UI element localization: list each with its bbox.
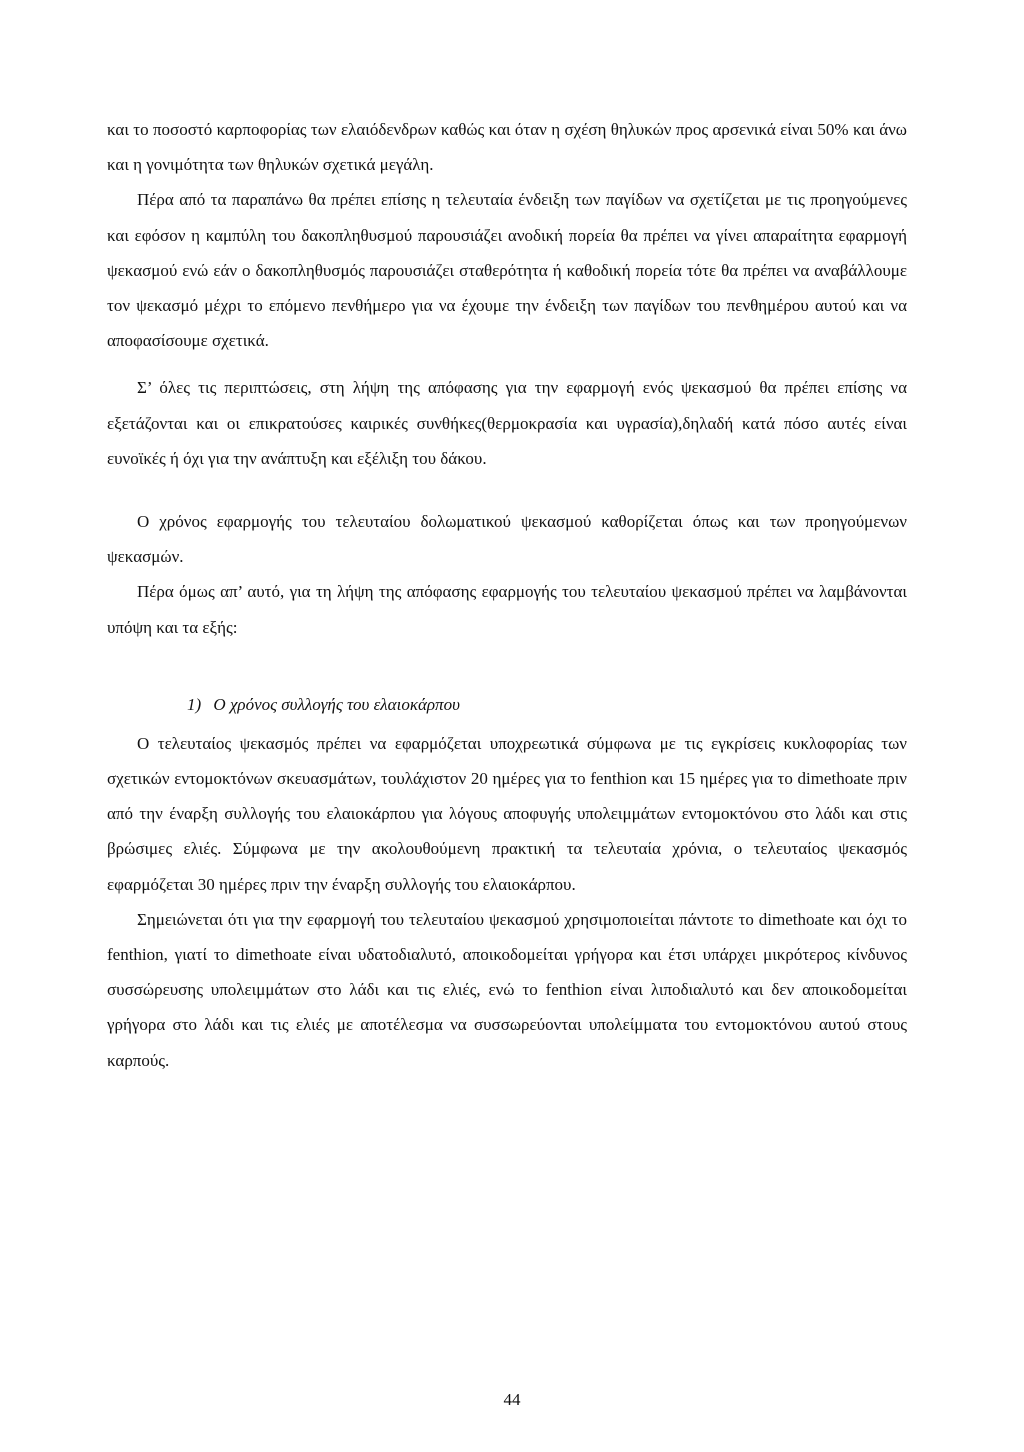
- section-heading: [107, 687, 907, 722]
- paragraph-3: Σ’ όλες τις περιπτώσεις, στη λήψη της απόφασης για την εφαρμογή ενός ψεκασμού θα πρέπει επίσης να εξετάζονται και οι επικρατούσες καιρικές συνθήκες(θερμοκρασία και υγρασία),δηλαδή κατά πόσο αυτές είναι ευνοϊκές ή όχι για την ανάπτυξη και εξέλιξη του δάκου.: [107, 378, 907, 468]
- paragraph-1: και το ποσοστό καρποφορίας των ελαιόδενδρων καθώς και όταν η σχέση θηλυκών προς αρσενικά είναι 50% και άνω και η γονιμότητα των θηλυκών σχετικά μεγάλη.: [107, 120, 907, 175]
- paragraph-6: Ο τελευταίος ψεκασμός πρέπει να εφαρμόζεται υποχρεωτικά σύμφωνα με τις εγκρίσεις κυκλοφορίας των σχετικών εντομοκτόνων σκευασμάτων, τουλάχιστον 20 ημέρες για το fenthion και 15 ημέρες για το dimethoate πριν από την έναρξη συλλογής του ελαιοκάρπου για λόγους αποφυγής υπολειμμάτων εντομοκτόνου στο λάδι και στις βρώσιμες ελιές. Σύμφωνα με την ακολουθούμενη πρακτική τα τελευταία χρόνια, ο τελευταίος ψεκασμός εφαρμόζεται 30 ημέρες πριν την έναρξη συλλογής του ελαιοκάρπου.: [107, 733, 907, 894]
- section-heading-title: Ο χρόνος συλλογής του ελαιοκάρπου: [213, 694, 460, 714]
- page-number: 44: [503, 1390, 521, 1409]
- section-heading-number: 1): [187, 694, 202, 714]
- paragraph-5: Πέρα όμως απ’ αυτό, για τη λήψη της απόφασης εφαρμογής του τελευταίου ψεκασμού πρέπει να λαμβάνονται υπόψη και τα εξής:: [107, 582, 907, 637]
- paragraph-7: Σημειώνεται ότι για την εφαρμογή του τελευταίου ψεκασμού χρησιμοποιείται πάντοτε το dimethoate και όχι το fenthion, γιατί το dimethoate είναι υδατοδιαλυτό, αποικοδομείται γρήγορα και έτσι υπάρχει μικρότερος κίνδυνος συσσώρευσης υπολειμμάτων στο λάδι και τις ελιές, ενώ το fenthion είναι λιποδιαλυτό και δεν αποικοδομείται γρήγορα στο λάδι και τις ελιές με αποτέλεσμα να συσσωρεύονται υπολείμματα του εντομοκτόνου αυτού στους καρπούς.: [107, 909, 907, 1070]
- paragraph-2: Πέρα από τα παραπάνω θα πρέπει επίσης η τελευταία ένδειξη των παγίδων να σχετίζεται με τις προηγούμενες και εφόσον η καμπύλη του δακοπληθυσμού παρουσιάζει ανοδική πορεία θα πρέπει να γίνει απαραίτητα εφαρμογή ψεκασμού ενώ εάν ο δακοπληθυσμός παρουσιάζει σταθερότητα ή καθοδική πορεία τότε θα πρέπει να αναβάλλουμε τον ψεκασμό μέχρι το επόμενο πενθήμερο για να έχουμε την ένδειξη των παγίδων του πενθημέρου αυτού και να αποφασίσουμε σχετικά.: [107, 190, 907, 351]
- paragraph-4: Ο χρόνος εφαρμογής του τελευταίου δολωματικού ψεκασμού καθορίζεται όπως και των προηγούμενων ψεκασμών.: [107, 512, 907, 567]
- document-body: [107, 112, 907, 1078]
